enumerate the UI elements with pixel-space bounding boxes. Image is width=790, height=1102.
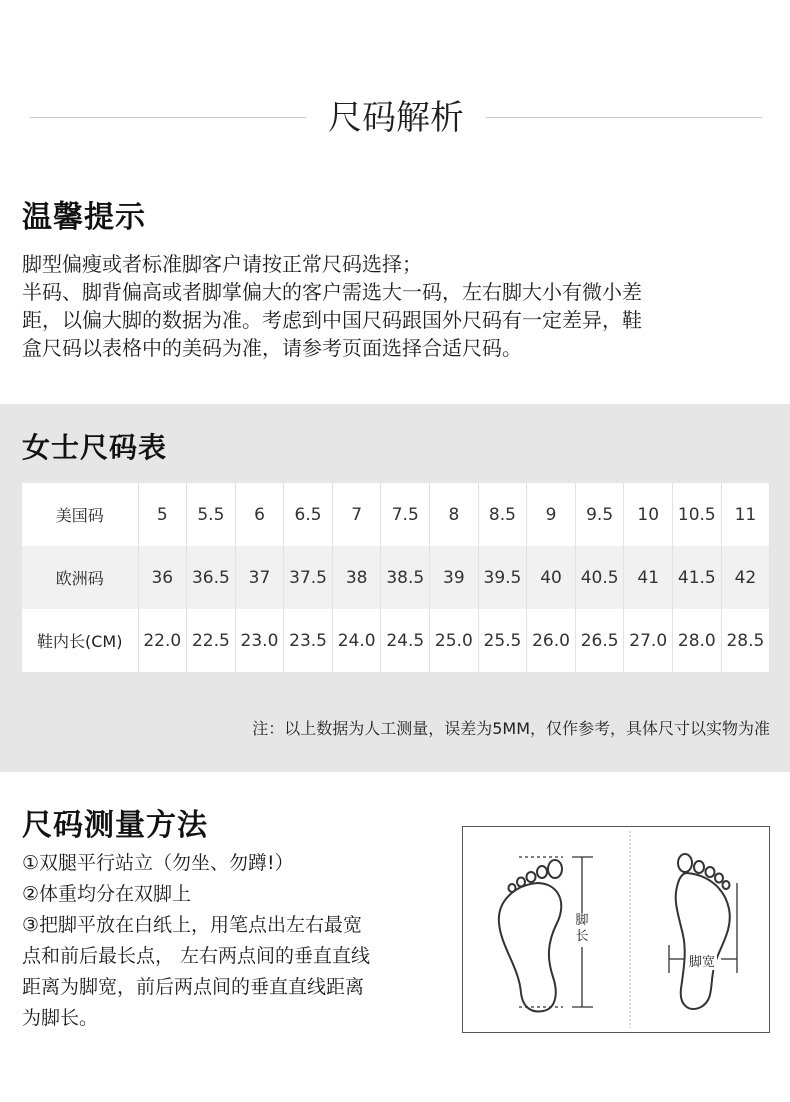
table-cell: 39.5 [478,546,527,609]
table-cell: 37.5 [284,546,333,609]
table-cell: 8.5 [478,483,527,546]
table-cell: 23.5 [284,609,333,672]
measure-heading: 尺码测量方法 [22,808,208,843]
table-cell: 38.5 [381,546,430,609]
table-cell: 5.5 [187,483,236,546]
size-chart-note: 注：以上数据为人工测量，误差为5MM，仅作参考，具体尺寸以实物为准 [252,719,770,738]
table-cell: 28.0 [673,609,722,672]
tips-line: 距，以偏大脚的数据为准。考虑到中国尺码跟国外尺码有一定差异，鞋 [22,308,642,332]
row-label: 欧洲码 [22,546,138,609]
foot-width-label: 脚宽 [687,951,717,970]
foot-length-label: 脚长 [575,913,589,944]
tips-line: 脚型偏瘦或者标准脚客户请按正常尺码选择； [22,252,422,276]
table-cell: 28.5 [721,609,770,672]
table-cell: 23.0 [235,609,284,672]
foot-measure-figure [462,826,770,1033]
table-cell: 9.5 [575,483,624,546]
tips-line: 盒尺码以表格中的美码为准，请参考页面选择合适尺码。 [22,336,522,360]
table-cell: 39 [430,546,479,609]
table-cell: 26.5 [575,609,624,672]
table-cell: 36 [138,546,187,609]
table-cell: 37 [235,546,284,609]
foot-width-drawing [676,854,730,1009]
tips-heading: 温馨提示 [22,200,146,235]
table-cell: 40.5 [575,546,624,609]
measure-steps [22,848,452,1034]
table-row-us [22,483,770,546]
size-chart-heading: 女士尺码表 [22,431,168,464]
table-cell: 41.5 [673,546,722,609]
table-cell: 7.5 [381,483,430,546]
table-cell: 6 [235,483,284,546]
measure-step: ③把脚平放在白纸上，用笔点出左右最宽 [22,914,363,936]
foot-illustration [463,827,769,1032]
size-table [22,483,770,672]
table-cell: 42 [721,546,770,609]
measure-step: 为脚长。 [22,1007,99,1029]
table-cell: 10 [624,483,673,546]
table-cell: 25.5 [478,609,527,672]
table-cell: 41 [624,546,673,609]
page-title-row [0,92,790,144]
row-label: 鞋内长(CM) [22,609,138,672]
measure-step: ①双腿平行站立（勿坐、勿蹲!） [22,852,294,874]
table-cell: 26.0 [527,609,576,672]
table-cell: 36.5 [187,546,236,609]
measure-step: 点和前后最长点， 左右两点间的垂直直线 [22,945,371,967]
table-cell: 8 [430,483,479,546]
measure-step: ②体重均分在双脚上 [22,883,192,905]
row-label: 美国码 [22,483,138,546]
table-cell: 38 [332,546,381,609]
table-cell: 22.0 [138,609,187,672]
table-cell: 9 [527,483,576,546]
tips-text [22,250,772,362]
title-divider-left [30,117,306,118]
title-divider-right [486,117,762,118]
table-row-length [22,609,770,672]
table-cell: 27.0 [624,609,673,672]
page-title: 尺码解析 [328,98,464,138]
table-cell: 11 [721,483,770,546]
tips-line: 半码、脚背偏高或者脚掌偏大的客户需选大一码，左右脚大小有微小差 [22,280,642,304]
measure-step: 距离为脚宽，前后两点间的垂直直线距离 [22,976,365,998]
table-cell: 25.0 [430,609,479,672]
table-cell: 24.5 [381,609,430,672]
table-cell: 10.5 [673,483,722,546]
table-row-eu [22,546,770,609]
table-cell: 6.5 [284,483,333,546]
table-cell: 5 [138,483,187,546]
table-cell: 24.0 [332,609,381,672]
table-cell: 22.5 [187,609,236,672]
foot-length-drawing [499,860,562,1011]
table-cell: 7 [332,483,381,546]
table-cell: 40 [527,546,576,609]
